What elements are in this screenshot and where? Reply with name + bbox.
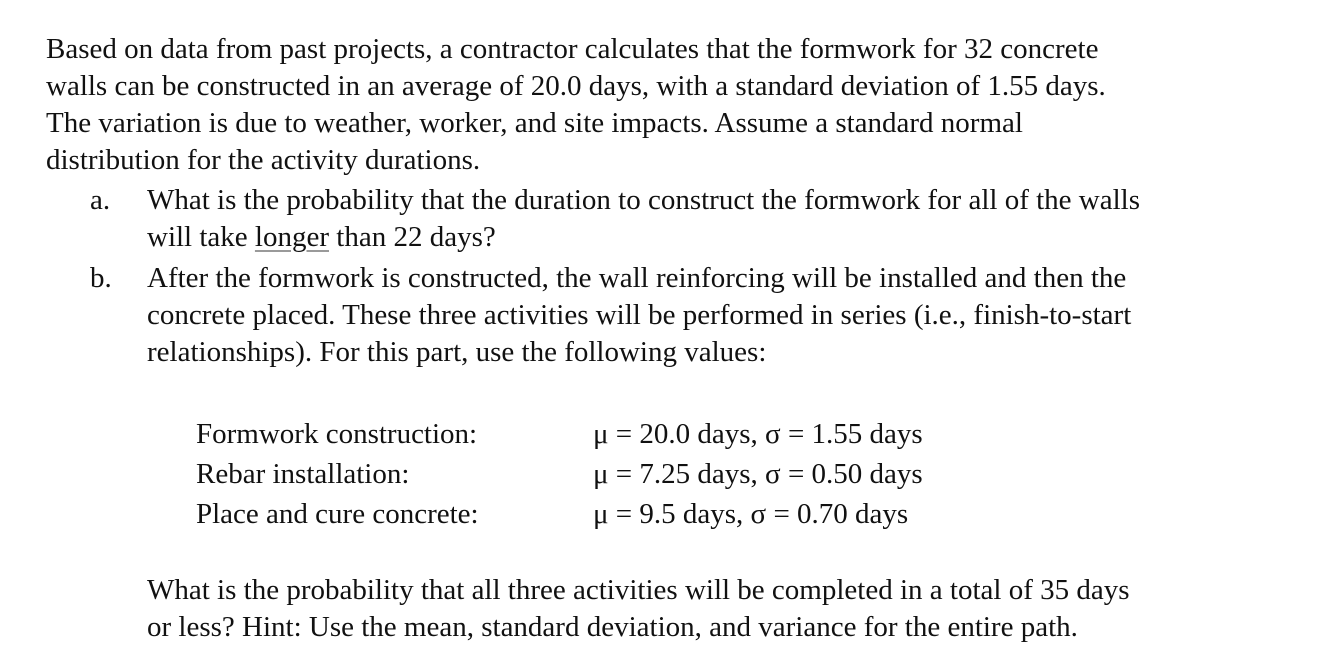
- activity-name-formwork: Formwork construction:: [196, 418, 478, 450]
- emphasis-longer: longer: [254, 221, 330, 253]
- part-a-line-1: What is the probability that the duration to construct the formwork for all of the walls: [147, 184, 1140, 216]
- activity-value-formwork: μ = 20.0 days, σ = 1.55 days: [593, 418, 923, 450]
- part-b-line-3: relationships). For this part, use the following values:: [147, 336, 767, 368]
- part-b-line-1: After the formwork is constructed, the wall reinforcing will be installed and then the: [147, 262, 1127, 294]
- intro-line-1: Based on data from past projects, a contractor calculates that the formwork for 32 concrete: [46, 33, 1099, 65]
- intro-line-3: The variation is due to weather, worker, and site impacts. Assume a standard normal: [46, 107, 1023, 139]
- intro-line-2: walls can be constructed in an average of 20.0 days, with a standard deviation of 1.55 days.: [46, 70, 1106, 102]
- question-line-1: What is the probability that all three activities will be completed in a total of 35 days: [147, 574, 1130, 606]
- activity-name-rebar: Rebar installation:: [196, 458, 410, 490]
- activity-name-concrete: Place and cure concrete:: [196, 498, 479, 530]
- activity-value-concrete: μ = 9.5 days, σ = 0.70 days: [593, 498, 909, 530]
- activity-value-rebar: μ = 7.25 days, σ = 0.50 days: [593, 458, 923, 490]
- intro-line-4: distribution for the activity durations.: [46, 144, 481, 176]
- part-a-text-before: will take: [147, 221, 255, 253]
- part-a-text-after: than 22 days?: [329, 221, 496, 253]
- part-b-marker: b.: [90, 262, 112, 294]
- part-a-line-2: [147, 219, 496, 256]
- part-b-line-2: concrete placed. These three activities will be performed in series (i.e., finish-to-start: [147, 299, 1132, 331]
- part-a-marker: a.: [90, 184, 111, 216]
- question-line-2: or less? Hint: Use the mean, standard deviation, and variance for the entire path.: [147, 611, 1078, 643]
